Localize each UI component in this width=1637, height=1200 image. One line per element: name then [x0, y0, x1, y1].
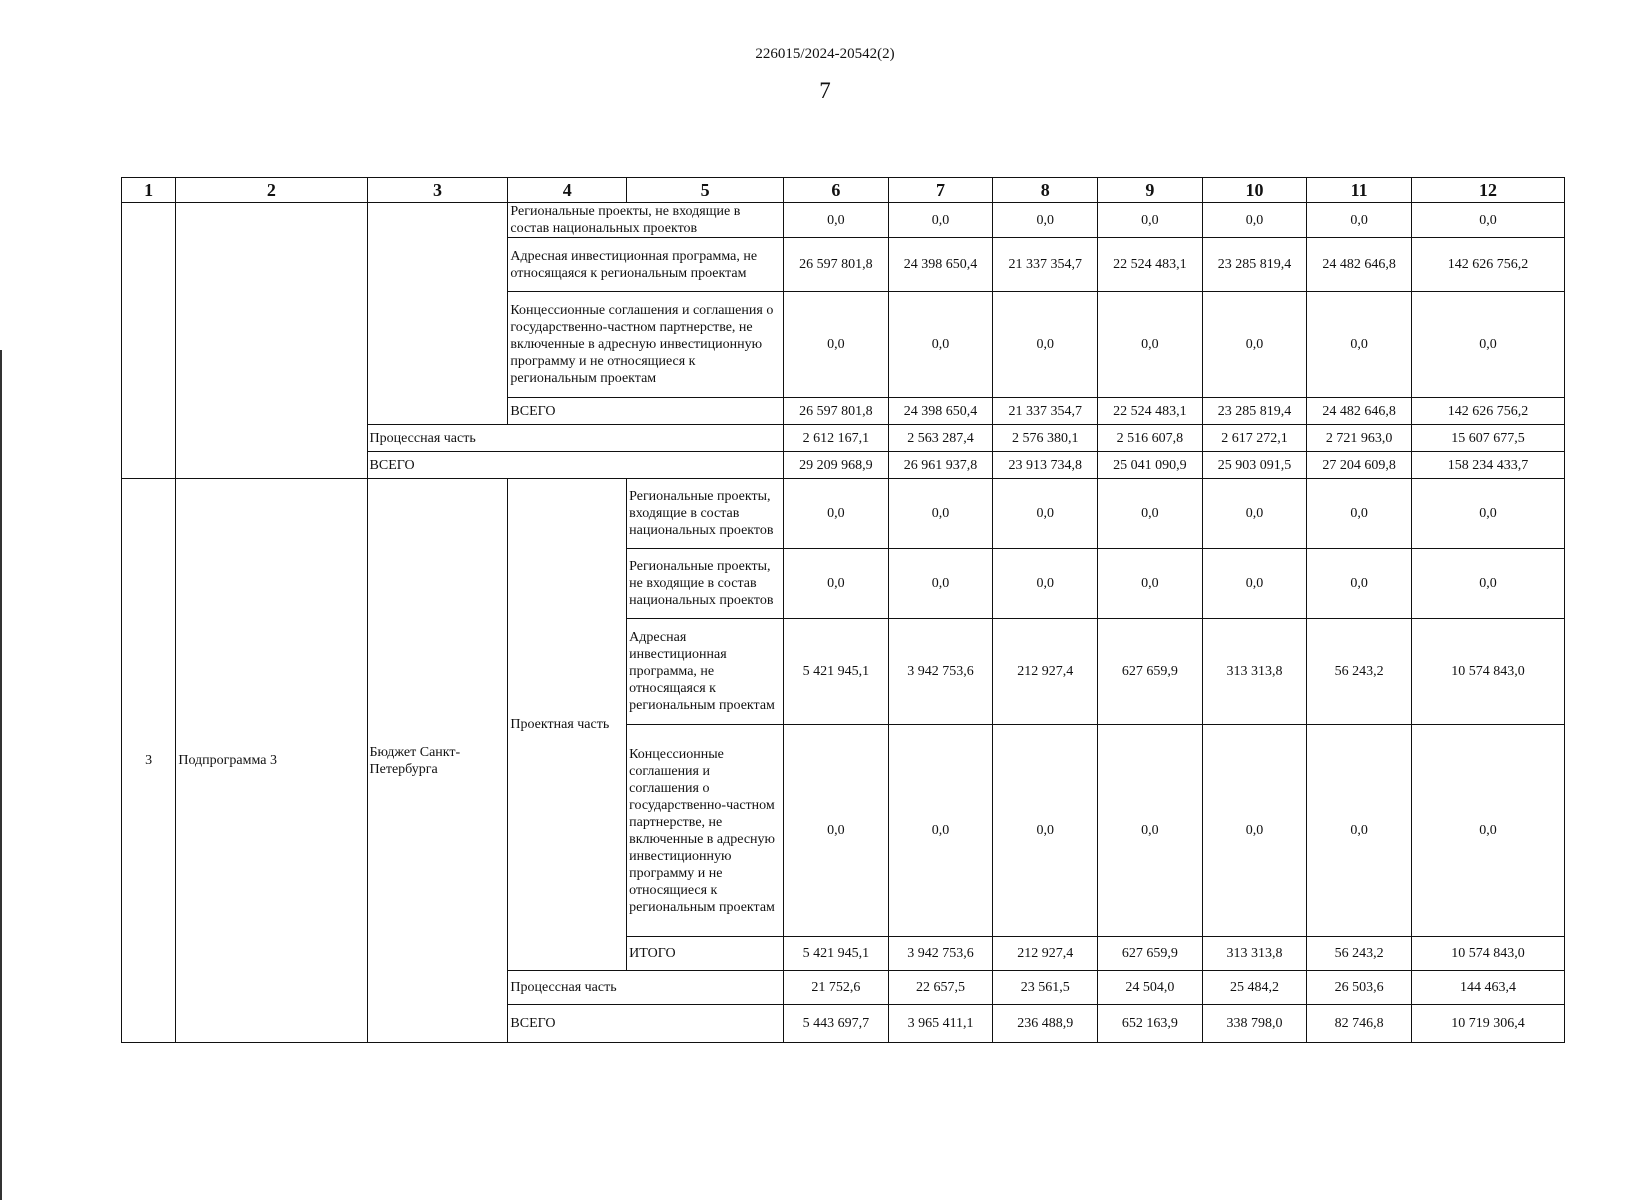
value-cell: 5 421 945,1 [784, 937, 889, 971]
value-cell: 21 337 354,7 [993, 398, 1098, 425]
value-cell: 15 607 677,5 [1411, 425, 1564, 452]
value-cell: 0,0 [1098, 292, 1203, 398]
value-cell: 21 752,6 [784, 971, 889, 1005]
value-cell: 0,0 [888, 725, 993, 937]
value-cell: 0,0 [888, 479, 993, 549]
value-cell: 142 626 756,2 [1411, 238, 1564, 292]
row-label: Региональные проекты, не входящие в состав национальных проектов [627, 549, 784, 619]
value-cell: 0,0 [993, 725, 1098, 937]
scan-edge-line [0, 350, 2, 1200]
value-cell: 0,0 [1307, 292, 1412, 398]
row-label: ВСЕГО [508, 398, 784, 425]
value-cell: 0,0 [1411, 203, 1564, 238]
value-cell: 0,0 [993, 549, 1098, 619]
value-cell: 26 503,6 [1307, 971, 1412, 1005]
value-cell: 23 285 819,4 [1202, 398, 1307, 425]
value-cell: 3 942 753,6 [888, 619, 993, 725]
document-number: 226015/2024-20542(2) [755, 46, 895, 62]
subprogram-number: 3 [122, 479, 176, 1043]
value-cell: 0,0 [888, 549, 993, 619]
value-cell: 21 337 354,7 [993, 238, 1098, 292]
value-cell: 0,0 [1202, 725, 1307, 937]
value-cell: 0,0 [1411, 292, 1564, 398]
value-cell: 0,0 [1202, 479, 1307, 549]
value-cell: 236 488,9 [993, 1005, 1098, 1043]
value-cell: 23 913 734,8 [993, 452, 1098, 479]
column-number-header: 12 [1411, 178, 1564, 203]
column-number-header: 7 [888, 178, 993, 203]
value-cell: 627 659,9 [1098, 937, 1203, 971]
value-cell: 0,0 [1098, 479, 1203, 549]
value-cell: 313 313,8 [1202, 937, 1307, 971]
value-cell: 0,0 [784, 203, 889, 238]
value-cell: 2 612 167,1 [784, 425, 889, 452]
value-cell: 25 903 091,5 [1202, 452, 1307, 479]
column-number-header: 1 [122, 178, 176, 203]
value-cell: 313 313,8 [1202, 619, 1307, 725]
value-cell: 0,0 [784, 549, 889, 619]
budget-table [121, 177, 1565, 1043]
value-cell: 142 626 756,2 [1411, 398, 1564, 425]
row-label: ВСЕГО [367, 452, 784, 479]
value-cell: 82 746,8 [1307, 1005, 1412, 1043]
row-label: Адресная инвестиционная программа, не относящаяся к региональным проектам [508, 238, 784, 292]
value-cell: 24 482 646,8 [1307, 238, 1412, 292]
value-cell: 0,0 [888, 203, 993, 238]
value-cell: 0,0 [888, 292, 993, 398]
column-number-header: 6 [784, 178, 889, 203]
value-cell: 2 576 380,1 [993, 425, 1098, 452]
value-cell: 56 243,2 [1307, 619, 1412, 725]
value-cell: 0,0 [1307, 549, 1412, 619]
row-label: Концессионные соглашения и соглашения о государственно-частном партнерстве, не включенные в адресную инвестиционную программу и не относящиеся к региональным проектам [627, 725, 784, 937]
table-row [122, 203, 1565, 238]
value-cell: 0,0 [784, 479, 889, 549]
column-number-header: 9 [1098, 178, 1203, 203]
value-cell: 0,0 [993, 292, 1098, 398]
value-cell: 627 659,9 [1098, 619, 1203, 725]
empty-cell [176, 203, 367, 479]
value-cell: 144 463,4 [1411, 971, 1564, 1005]
value-cell: 22 524 483,1 [1098, 238, 1203, 292]
value-cell: 2 617 272,1 [1202, 425, 1307, 452]
value-cell: 158 234 433,7 [1411, 452, 1564, 479]
value-cell: 0,0 [1307, 479, 1412, 549]
row-label: Адресная инвестиционная программа, не относящаяся к региональным проектам [627, 619, 784, 725]
value-cell: 0,0 [1307, 725, 1412, 937]
column-number-header: 10 [1202, 178, 1307, 203]
value-cell: 212 927,4 [993, 937, 1098, 971]
value-cell: 3 965 411,1 [888, 1005, 993, 1043]
value-cell: 0,0 [1202, 292, 1307, 398]
funding-source: Бюджет Санкт-Петербурга [367, 479, 508, 1043]
value-cell: 24 504,0 [1098, 971, 1203, 1005]
value-cell: 0,0 [784, 725, 889, 937]
value-cell: 25 484,2 [1202, 971, 1307, 1005]
empty-cell [367, 203, 508, 425]
value-cell: 2 516 607,8 [1098, 425, 1203, 452]
value-cell: 23 561,5 [993, 971, 1098, 1005]
value-cell: 56 243,2 [1307, 937, 1412, 971]
value-cell: 27 204 609,8 [1307, 452, 1412, 479]
value-cell: 652 163,9 [1098, 1005, 1203, 1043]
column-number-header: 5 [627, 178, 784, 203]
value-cell: 3 942 753,6 [888, 937, 993, 971]
row-label: Региональные проекты, входящие в состав национальных проектов [627, 479, 784, 549]
value-cell: 2 721 963,0 [1307, 425, 1412, 452]
row-label: ИТОГО [627, 937, 784, 971]
value-cell: 22 524 483,1 [1098, 398, 1203, 425]
value-cell: 0,0 [1411, 725, 1564, 937]
value-cell: 0,0 [784, 292, 889, 398]
row-label: Процессная часть [508, 971, 784, 1005]
table-row [122, 479, 1565, 549]
value-cell: 26 597 801,8 [784, 398, 889, 425]
column-number-header: 8 [993, 178, 1098, 203]
value-cell: 24 398 650,4 [888, 238, 993, 292]
value-cell: 0,0 [993, 479, 1098, 549]
project-part-label: Проектная часть [508, 479, 627, 971]
header-row [122, 178, 1565, 203]
value-cell: 10 719 306,4 [1411, 1005, 1564, 1043]
page-number: 7 [819, 78, 831, 103]
empty-cell [122, 203, 176, 479]
row-label: Процессная часть [367, 425, 784, 452]
value-cell: 24 482 646,8 [1307, 398, 1412, 425]
value-cell: 338 798,0 [1202, 1005, 1307, 1043]
column-number-header: 4 [508, 178, 627, 203]
value-cell: 0,0 [1307, 203, 1412, 238]
row-label: ВСЕГО [508, 1005, 784, 1043]
column-number-header: 2 [176, 178, 367, 203]
value-cell: 0,0 [993, 203, 1098, 238]
value-cell: 26 597 801,8 [784, 238, 889, 292]
value-cell: 10 574 843,0 [1411, 619, 1564, 725]
value-cell: 0,0 [1411, 479, 1564, 549]
subprogram-name: Подпрограмма 3 [176, 479, 367, 1043]
value-cell: 2 563 287,4 [888, 425, 993, 452]
value-cell: 26 961 937,8 [888, 452, 993, 479]
value-cell: 0,0 [1202, 549, 1307, 619]
value-cell: 23 285 819,4 [1202, 238, 1307, 292]
value-cell: 0,0 [1202, 203, 1307, 238]
row-label: Региональные проекты, не входящие в состав национальных проектов [508, 203, 784, 238]
value-cell: 10 574 843,0 [1411, 937, 1564, 971]
column-number-header: 11 [1307, 178, 1412, 203]
value-cell: 22 657,5 [888, 971, 993, 1005]
value-cell: 0,0 [1098, 549, 1203, 619]
value-cell: 29 209 968,9 [784, 452, 889, 479]
row-label: Концессионные соглашения и соглашения о государственно-частном партнерстве, не включенные в адресную инвестиционную программу и не относящиеся к региональным проектам [508, 292, 784, 398]
value-cell: 212 927,4 [993, 619, 1098, 725]
value-cell: 24 398 650,4 [888, 398, 993, 425]
column-number-header: 3 [367, 178, 508, 203]
value-cell: 25 041 090,9 [1098, 452, 1203, 479]
value-cell: 5 421 945,1 [784, 619, 889, 725]
value-cell: 0,0 [1098, 203, 1203, 238]
value-cell: 0,0 [1098, 725, 1203, 937]
value-cell: 5 443 697,7 [784, 1005, 889, 1043]
value-cell: 0,0 [1411, 549, 1564, 619]
